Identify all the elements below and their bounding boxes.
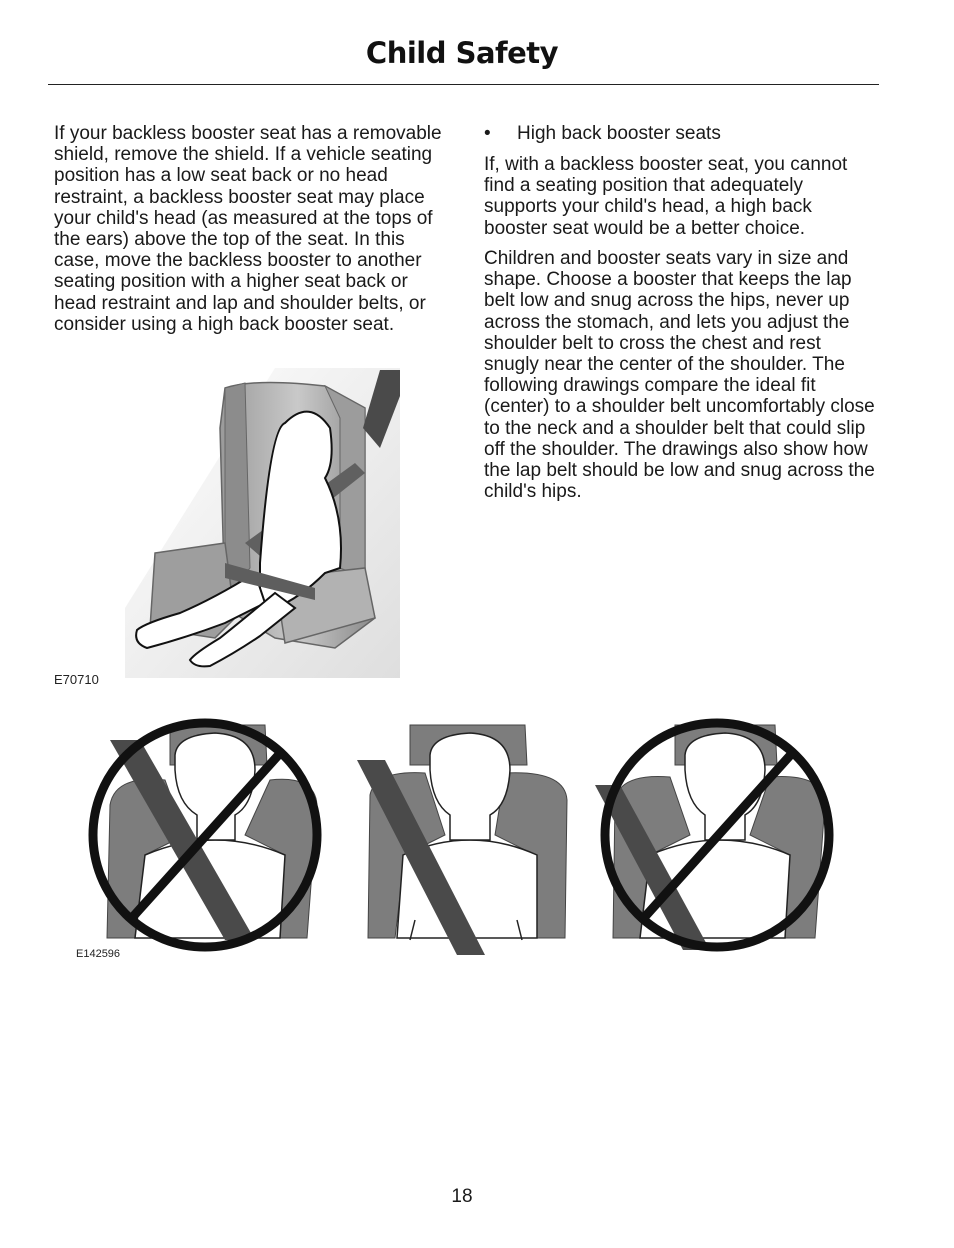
fit-paragraph: Children and booster seats vary in size and shape. Choose a booster that keeps the lap belt low and snug across the hips, never up across the stomach, and lets you adjust the shoulder belt to cross the chest and rest snugly near the center of the shoulder. The following drawings compare the ideal fit (center) to a shoulder belt uncomfortably close to the neck and a shoulder belt that could slip off the shoulder. The drawings also show how the lap belt should be low and snug across the child's hips.: [484, 248, 875, 503]
figure-code-booster: E70710: [54, 672, 99, 687]
panel-belt-near-neck: [93, 723, 317, 947]
figure-code-belt-fit: E142596: [76, 948, 121, 960]
backless-booster-paragraph: If your backless booster seat has a removable shield, remove the shield. If a vehicle seating position has a low seat back or no head restraint, a backless booster seat may place your child's head (as measured at the tops of the ears) above the top of the seat. In this case, move the backless booster to another seating position with a higher seat back or head restraint and lap and shoulder belts, or consider using a high back booster seat.: [54, 123, 442, 335]
high-back-paragraph: If, with a backless booster seat, you cannot find a seating position that adequately supports your child's head, a high back booster seat would be a better choice.: [484, 154, 848, 239]
page-number: 18: [451, 1186, 473, 1207]
header-divider: [48, 84, 879, 85]
bullet-marker: •: [484, 123, 491, 144]
booster-seat-illustration: [125, 368, 400, 678]
belt-fit-comparison: [85, 715, 845, 960]
panel-ideal-fit: [357, 725, 567, 955]
bullet-text: High back booster seats: [517, 123, 721, 144]
page-title: Child Safety: [365, 36, 559, 70]
panel-belt-off-shoulder: [595, 723, 829, 950]
